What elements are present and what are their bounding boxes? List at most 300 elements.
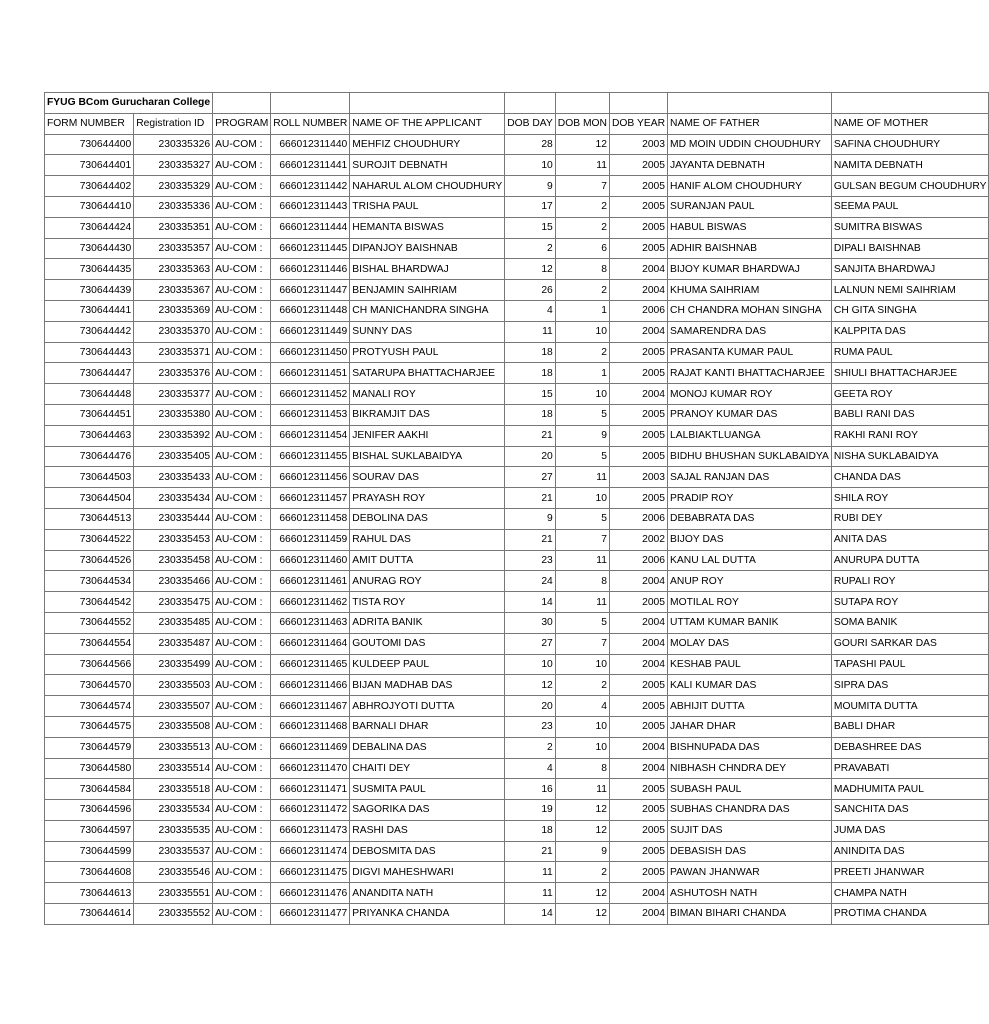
cell-registration-id: 230335327 [134, 155, 213, 176]
cell-dob-year: 2003 [609, 134, 667, 155]
cell-roll-number: 666012311441 [271, 155, 350, 176]
table-row [45, 280, 989, 301]
cell-form-number: 730644401 [45, 155, 134, 176]
cell-dob-mon: 5 [555, 446, 609, 467]
cell-dob-day: 9 [505, 508, 556, 529]
cell-applicant-name: CHAITI DEY [350, 758, 505, 779]
cell-dob-year: 2006 [609, 300, 667, 321]
cell-registration-id: 230335458 [134, 550, 213, 571]
cell-mother-name: DEBASHREE DAS [831, 737, 989, 758]
cell-father-name: ABHIJIT DUTTA [668, 696, 832, 717]
cell-father-name: ASHUTOSH NATH [668, 883, 832, 904]
cell-registration-id: 230335433 [134, 467, 213, 488]
cell-form-number: 730644574 [45, 696, 134, 717]
cell-program: AU-COM : [213, 300, 271, 321]
cell-registration-id: 230335546 [134, 862, 213, 883]
cell-form-number: 730644410 [45, 196, 134, 217]
table-row [45, 800, 989, 821]
cell-form-number: 730644552 [45, 612, 134, 633]
cell-dob-mon: 12 [555, 883, 609, 904]
cell-dob-mon: 7 [555, 633, 609, 654]
cell-father-name: MD MOIN UDDIN CHOUDHURY [668, 134, 832, 155]
cell-roll-number: 666012311460 [271, 550, 350, 571]
cell-roll-number: 666012311453 [271, 404, 350, 425]
cell-dob-mon: 5 [555, 404, 609, 425]
cell-applicant-name: JENIFER AAKHI [350, 425, 505, 446]
table-row [45, 321, 989, 342]
table-row [45, 633, 989, 654]
cell-program: AU-COM : [213, 675, 271, 696]
cell-father-name: NIBHASH CHNDRA DEY [668, 758, 832, 779]
cell-form-number: 730644526 [45, 550, 134, 571]
cell-dob-mon: 9 [555, 425, 609, 446]
cell-mother-name: CHAMPA NATH [831, 883, 989, 904]
cell-father-name: HANIF ALOM CHOUDHURY [668, 176, 832, 197]
table-row [45, 862, 989, 883]
cell-dob-year: 2004 [609, 384, 667, 405]
cell-mother-name: RUMA PAUL [831, 342, 989, 363]
cell-program: AU-COM : [213, 446, 271, 467]
cell-dob-day: 27 [505, 633, 556, 654]
table-row [45, 384, 989, 405]
cell-dob-day: 14 [505, 592, 556, 613]
cell-applicant-name: MANALI ROY [350, 384, 505, 405]
table-row [45, 550, 989, 571]
cell-mother-name: SUMITRA BISWAS [831, 217, 989, 238]
cell-program: AU-COM : [213, 176, 271, 197]
table-row [45, 155, 989, 176]
cell-dob-day: 14 [505, 904, 556, 925]
cell-father-name: JAHAR DHAR [668, 716, 832, 737]
cell-form-number: 730644447 [45, 363, 134, 384]
cell-program: AU-COM : [213, 259, 271, 280]
cell-dob-mon: 2 [555, 342, 609, 363]
table-row [45, 571, 989, 592]
cell-mother-name: SANCHITA DAS [831, 800, 989, 821]
header-mother-name: NAME OF MOTHER [831, 113, 989, 134]
cell-dob-day: 18 [505, 363, 556, 384]
cell-applicant-name: MEHFIZ CHOUDHURY [350, 134, 505, 155]
cell-applicant-name: RAHUL DAS [350, 529, 505, 550]
cell-roll-number: 666012311458 [271, 508, 350, 529]
cell-dob-year: 2004 [609, 280, 667, 301]
cell-form-number: 730644596 [45, 800, 134, 821]
cell-registration-id: 230335552 [134, 904, 213, 925]
cell-form-number: 730644424 [45, 217, 134, 238]
cell-registration-id: 230335537 [134, 841, 213, 862]
cell-father-name: SAMARENDRA DAS [668, 321, 832, 342]
cell-registration-id: 230335405 [134, 446, 213, 467]
cell-dob-day: 20 [505, 696, 556, 717]
cell-dob-mon: 2 [555, 862, 609, 883]
cell-program: AU-COM : [213, 280, 271, 301]
table-row [45, 612, 989, 633]
cell-father-name: CH CHANDRA MOHAN SINGHA [668, 300, 832, 321]
cell-mother-name: ANINDITA DAS [831, 841, 989, 862]
cell-form-number: 730644443 [45, 342, 134, 363]
cell-dob-year: 2005 [609, 446, 667, 467]
cell-applicant-name: BARNALI DHAR [350, 716, 505, 737]
cell-form-number: 730644566 [45, 654, 134, 675]
cell-program: AU-COM : [213, 467, 271, 488]
cell-dob-mon: 11 [555, 467, 609, 488]
cell-father-name: PRANOY KUMAR DAS [668, 404, 832, 425]
cell-applicant-name: BISHAL SUKLABAIDYA [350, 446, 505, 467]
cell-form-number: 730644439 [45, 280, 134, 301]
cell-father-name: BIJOY DAS [668, 529, 832, 550]
cell-registration-id: 230335508 [134, 716, 213, 737]
cell-mother-name: DIPALI BAISHNAB [831, 238, 989, 259]
cell-dob-mon: 10 [555, 384, 609, 405]
cell-dob-mon: 2 [555, 675, 609, 696]
cell-dob-year: 2003 [609, 467, 667, 488]
cell-form-number: 730644463 [45, 425, 134, 446]
cell-dob-mon: 8 [555, 571, 609, 592]
cell-father-name: KANU LAL DUTTA [668, 550, 832, 571]
cell-form-number: 730644503 [45, 467, 134, 488]
cell-dob-day: 26 [505, 280, 556, 301]
cell-dob-day: 16 [505, 779, 556, 800]
cell-registration-id: 230335487 [134, 633, 213, 654]
cell-program: AU-COM : [213, 321, 271, 342]
cell-applicant-name: SUNNY DAS [350, 321, 505, 342]
cell-applicant-name: HEMANTA BISWAS [350, 217, 505, 238]
cell-mother-name: GULSAN BEGUM CHOUDHURY [831, 176, 989, 197]
table-row [45, 467, 989, 488]
cell-registration-id: 230335503 [134, 675, 213, 696]
cell-mother-name: SAFINA CHOUDHURY [831, 134, 989, 155]
cell-dob-year: 2004 [609, 883, 667, 904]
cell-dob-year: 2005 [609, 716, 667, 737]
cell-applicant-name: SUSMITA PAUL [350, 779, 505, 800]
applicant-table [44, 92, 989, 925]
cell-program: AU-COM : [213, 883, 271, 904]
cell-applicant-name: NAHARUL ALOM CHOUDHURY [350, 176, 505, 197]
cell-dob-year: 2005 [609, 675, 667, 696]
cell-dob-day: 9 [505, 176, 556, 197]
cell-mother-name: KALPPITA DAS [831, 321, 989, 342]
cell-father-name: BIMAN BIHARI CHANDA [668, 904, 832, 925]
cell-registration-id: 230335380 [134, 404, 213, 425]
cell-dob-year: 2004 [609, 633, 667, 654]
cell-dob-mon: 12 [555, 904, 609, 925]
cell-dob-day: 23 [505, 550, 556, 571]
cell-form-number: 730644441 [45, 300, 134, 321]
cell-dob-year: 2004 [609, 758, 667, 779]
cell-form-number: 730644522 [45, 529, 134, 550]
cell-dob-day: 24 [505, 571, 556, 592]
cell-roll-number: 666012311447 [271, 280, 350, 301]
empty-cell [213, 93, 271, 114]
table-row [45, 238, 989, 259]
cell-registration-id: 230335485 [134, 612, 213, 633]
cell-program: AU-COM : [213, 758, 271, 779]
cell-program: AU-COM : [213, 633, 271, 654]
cell-mother-name: RAKHI RANI ROY [831, 425, 989, 446]
cell-roll-number: 666012311454 [271, 425, 350, 446]
cell-dob-day: 10 [505, 654, 556, 675]
empty-cell [831, 93, 989, 114]
cell-applicant-name: AMIT DUTTA [350, 550, 505, 571]
cell-program: AU-COM : [213, 654, 271, 675]
table-row [45, 592, 989, 613]
cell-dob-mon: 10 [555, 716, 609, 737]
table-row [45, 488, 989, 509]
cell-dob-day: 18 [505, 820, 556, 841]
cell-registration-id: 230335535 [134, 820, 213, 841]
cell-dob-mon: 7 [555, 529, 609, 550]
cell-applicant-name: BENJAMIN SAIHRIAM [350, 280, 505, 301]
cell-roll-number: 666012311446 [271, 259, 350, 280]
cell-program: AU-COM : [213, 488, 271, 509]
cell-roll-number: 666012311451 [271, 363, 350, 384]
cell-roll-number: 666012311473 [271, 820, 350, 841]
cell-mother-name: SEEMA PAUL [831, 196, 989, 217]
cell-dob-mon: 4 [555, 696, 609, 717]
cell-dob-day: 15 [505, 384, 556, 405]
cell-dob-year: 2005 [609, 238, 667, 259]
cell-dob-mon: 5 [555, 612, 609, 633]
cell-program: AU-COM : [213, 571, 271, 592]
cell-dob-day: 30 [505, 612, 556, 633]
cell-father-name: SURANJAN PAUL [668, 196, 832, 217]
cell-registration-id: 230335453 [134, 529, 213, 550]
table-row [45, 820, 989, 841]
cell-form-number: 730644504 [45, 488, 134, 509]
cell-dob-day: 21 [505, 425, 556, 446]
table-row [45, 508, 989, 529]
empty-cell [271, 93, 350, 114]
cell-father-name: MONOJ KUMAR ROY [668, 384, 832, 405]
cell-dob-mon: 12 [555, 800, 609, 821]
cell-applicant-name: GOUTOMI DAS [350, 633, 505, 654]
cell-registration-id: 230335514 [134, 758, 213, 779]
cell-applicant-name: ANANDITA NATH [350, 883, 505, 904]
cell-dob-day: 11 [505, 862, 556, 883]
cell-father-name: JAYANTA DEBNATH [668, 155, 832, 176]
cell-applicant-name: DEBOLINA DAS [350, 508, 505, 529]
header-roll-number: ROLL NUMBER [271, 113, 350, 134]
cell-dob-year: 2004 [609, 571, 667, 592]
cell-applicant-name: ANURAG ROY [350, 571, 505, 592]
cell-father-name: ADHIR BAISHNAB [668, 238, 832, 259]
cell-dob-year: 2005 [609, 217, 667, 238]
cell-father-name: KESHAB PAUL [668, 654, 832, 675]
cell-father-name: RAJAT KANTI BHATTACHARJEE [668, 363, 832, 384]
empty-cell [505, 93, 556, 114]
cell-dob-day: 12 [505, 675, 556, 696]
table-row [45, 259, 989, 280]
table-row [45, 779, 989, 800]
cell-mother-name: MOUMITA DUTTA [831, 696, 989, 717]
spreadsheet [44, 92, 989, 925]
cell-father-name: ANUP ROY [668, 571, 832, 592]
cell-roll-number: 666012311476 [271, 883, 350, 904]
cell-roll-number: 666012311440 [271, 134, 350, 155]
cell-dob-mon: 11 [555, 779, 609, 800]
cell-dob-day: 21 [505, 841, 556, 862]
cell-father-name: BISHNUPADA DAS [668, 737, 832, 758]
cell-program: AU-COM : [213, 800, 271, 821]
cell-dob-mon: 2 [555, 280, 609, 301]
cell-dob-year: 2006 [609, 550, 667, 571]
cell-roll-number: 666012311461 [271, 571, 350, 592]
cell-dob-year: 2004 [609, 737, 667, 758]
cell-mother-name: BABLI RANI DAS [831, 404, 989, 425]
cell-father-name: KALI KUMAR DAS [668, 675, 832, 696]
cell-registration-id: 230335392 [134, 425, 213, 446]
cell-dob-year: 2004 [609, 321, 667, 342]
cell-registration-id: 230335475 [134, 592, 213, 613]
cell-form-number: 730644580 [45, 758, 134, 779]
cell-applicant-name: BISHAL BHARDWAJ [350, 259, 505, 280]
cell-dob-day: 23 [505, 716, 556, 737]
cell-dob-day: 17 [505, 196, 556, 217]
table-row [45, 342, 989, 363]
cell-form-number: 730644448 [45, 384, 134, 405]
cell-dob-year: 2006 [609, 508, 667, 529]
cell-dob-year: 2005 [609, 155, 667, 176]
cell-dob-day: 18 [505, 404, 556, 425]
cell-mother-name: MADHUMITA PAUL [831, 779, 989, 800]
cell-dob-year: 2004 [609, 259, 667, 280]
cell-mother-name: ANITA DAS [831, 529, 989, 550]
cell-father-name: SUJIT DAS [668, 820, 832, 841]
table-row [45, 696, 989, 717]
cell-mother-name: SHIULI BHATTACHARJEE [831, 363, 989, 384]
cell-dob-day: 2 [505, 238, 556, 259]
cell-dob-year: 2005 [609, 779, 667, 800]
cell-mother-name: SUTAPA ROY [831, 592, 989, 613]
cell-form-number: 730644579 [45, 737, 134, 758]
cell-form-number: 730644435 [45, 259, 134, 280]
cell-registration-id: 230335351 [134, 217, 213, 238]
cell-roll-number: 666012311452 [271, 384, 350, 405]
cell-dob-mon: 2 [555, 196, 609, 217]
cell-dob-mon: 10 [555, 488, 609, 509]
cell-mother-name: GOURI SARKAR DAS [831, 633, 989, 654]
cell-dob-mon: 7 [555, 176, 609, 197]
cell-father-name: SAJAL RANJAN DAS [668, 467, 832, 488]
cell-dob-mon: 1 [555, 300, 609, 321]
cell-form-number: 730644513 [45, 508, 134, 529]
cell-dob-day: 4 [505, 300, 556, 321]
cell-dob-year: 2005 [609, 862, 667, 883]
cell-mother-name: SOMA BANIK [831, 612, 989, 633]
cell-roll-number: 666012311444 [271, 217, 350, 238]
cell-dob-year: 2004 [609, 612, 667, 633]
cell-dob-day: 11 [505, 883, 556, 904]
cell-roll-number: 666012311469 [271, 737, 350, 758]
cell-roll-number: 666012311456 [271, 467, 350, 488]
table-row [45, 425, 989, 446]
cell-program: AU-COM : [213, 841, 271, 862]
cell-dob-mon: 11 [555, 550, 609, 571]
cell-program: AU-COM : [213, 425, 271, 446]
sheet-title: FYUG BCom Gurucharan College [45, 93, 213, 114]
cell-roll-number: 666012311465 [271, 654, 350, 675]
cell-mother-name: PRAVABATI [831, 758, 989, 779]
cell-dob-year: 2002 [609, 529, 667, 550]
cell-dob-day: 28 [505, 134, 556, 155]
cell-dob-mon: 8 [555, 259, 609, 280]
cell-applicant-name: BIKRAMJIT DAS [350, 404, 505, 425]
cell-father-name: KHUMA SAIHRIAM [668, 280, 832, 301]
cell-applicant-name: ADRITA BANIK [350, 612, 505, 633]
cell-applicant-name: ABHROJYOTI DUTTA [350, 696, 505, 717]
table-row [45, 841, 989, 862]
cell-applicant-name: BIJAN MADHAB DAS [350, 675, 505, 696]
cell-applicant-name: PRIYANKA CHANDA [350, 904, 505, 925]
cell-applicant-name: SAGORIKA DAS [350, 800, 505, 821]
cell-dob-year: 2005 [609, 488, 667, 509]
cell-roll-number: 666012311463 [271, 612, 350, 633]
cell-father-name: BIJOY KUMAR BHARDWAJ [668, 259, 832, 280]
header-dob-mon: DOB MON [555, 113, 609, 134]
cell-registration-id: 230335376 [134, 363, 213, 384]
cell-dob-day: 21 [505, 529, 556, 550]
cell-registration-id: 230335329 [134, 176, 213, 197]
cell-dob-mon: 9 [555, 841, 609, 862]
cell-form-number: 730644430 [45, 238, 134, 259]
cell-registration-id: 230335336 [134, 196, 213, 217]
cell-dob-year: 2005 [609, 404, 667, 425]
cell-father-name: DEBASISH DAS [668, 841, 832, 862]
table-row [45, 737, 989, 758]
cell-registration-id: 230335369 [134, 300, 213, 321]
table-row [45, 446, 989, 467]
cell-program: AU-COM : [213, 612, 271, 633]
cell-applicant-name: DIPANJOY BAISHNAB [350, 238, 505, 259]
cell-registration-id: 230335434 [134, 488, 213, 509]
cell-roll-number: 666012311457 [271, 488, 350, 509]
cell-program: AU-COM : [213, 384, 271, 405]
cell-roll-number: 666012311464 [271, 633, 350, 654]
cell-program: AU-COM : [213, 904, 271, 925]
cell-registration-id: 230335499 [134, 654, 213, 675]
title-row [45, 93, 989, 114]
cell-dob-mon: 8 [555, 758, 609, 779]
cell-dob-mon: 1 [555, 363, 609, 384]
cell-mother-name: NAMITA DEBNATH [831, 155, 989, 176]
cell-father-name: UTTAM KUMAR BANIK [668, 612, 832, 633]
cell-registration-id: 230335377 [134, 384, 213, 405]
cell-program: AU-COM : [213, 238, 271, 259]
cell-dob-day: 12 [505, 259, 556, 280]
cell-mother-name: NISHA SUKLABAIDYA [831, 446, 989, 467]
cell-program: AU-COM : [213, 155, 271, 176]
cell-roll-number: 666012311468 [271, 716, 350, 737]
cell-form-number: 730644570 [45, 675, 134, 696]
header-program: PROGRAM [213, 113, 271, 134]
cell-dob-mon: 12 [555, 820, 609, 841]
cell-registration-id: 230335534 [134, 800, 213, 821]
table-row [45, 758, 989, 779]
cell-registration-id: 230335370 [134, 321, 213, 342]
cell-applicant-name: SOURAV DAS [350, 467, 505, 488]
cell-dob-mon: 6 [555, 238, 609, 259]
cell-dob-day: 2 [505, 737, 556, 758]
cell-roll-number: 666012311462 [271, 592, 350, 613]
cell-mother-name: GEETA ROY [831, 384, 989, 405]
cell-program: AU-COM : [213, 217, 271, 238]
table-row [45, 675, 989, 696]
cell-mother-name: CHANDA DAS [831, 467, 989, 488]
cell-dob-day: 19 [505, 800, 556, 821]
table-row [45, 363, 989, 384]
cell-dob-mon: 10 [555, 654, 609, 675]
cell-father-name: BIDHU BHUSHAN SUKLABAIDYA [668, 446, 832, 467]
